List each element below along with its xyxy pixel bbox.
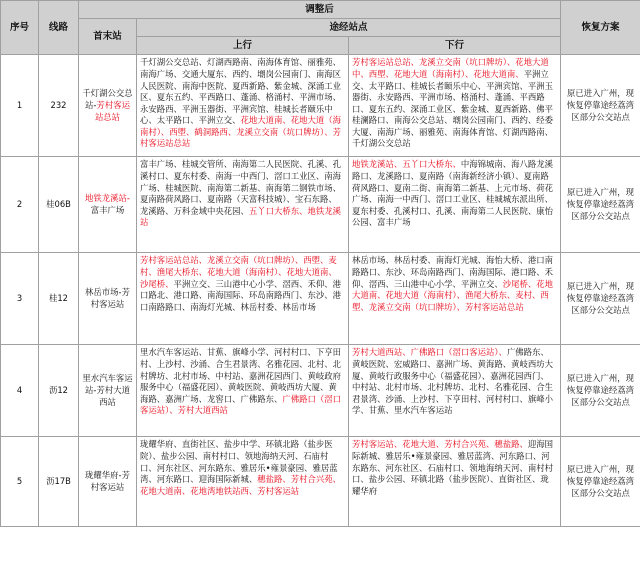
header-down: 下行	[349, 37, 561, 55]
row-terminal	[79, 157, 137, 253]
header-route: 线路	[39, 1, 79, 55]
header-terminal: 首末站	[79, 19, 137, 55]
row-down-stops	[349, 437, 561, 527]
header-restore: 恢复方案	[561, 1, 640, 55]
header-adjusted: 调整后	[79, 1, 561, 19]
table-row	[1, 345, 640, 437]
stops-segment: 广佛路口（滘口客运站）、芳村大道西站	[140, 393, 341, 416]
row-terminal	[79, 345, 137, 437]
stops-segment: 富丰广场、桂城交管所、南海第二人民医院、孔溪、孔溪村口、夏东村委、南海一中西门、滘口工业区、南海广场、桂城医院、南海第二新基、南海第二钢铁市场、夏南路荷风路口、夏南路（天富科技城）、宝石东路、龙溪路、万科金域中央花园、	[140, 159, 341, 216]
stops-segment: 芳村客运站总站、龙溪立交南（坑口牌坊）、西塱、麦村、渔尾大桥东、花地大道（海南村）、花地大道南、沙尾桥、	[140, 255, 337, 289]
terminal-segment: 里水汽车客运站-芳村大道西站	[82, 373, 133, 407]
table-row	[1, 437, 640, 527]
row-up-stops	[137, 55, 349, 157]
row-down-stops	[349, 345, 561, 437]
row-restore: 原已进入广州，现恢复停靠途经荔湾区部分公交站点	[561, 55, 640, 157]
stops-segment: 广佛路东、黄岐医院、宏威路口、嘉洲广场、黄海路、黄岐西坊大厦、黄岐行政服务中心（福盛花园）、嘉洲花园西门、中村站、北村市场、北村牌坊、北村、名雅花园、合生君景湾、沙涌、上沙村、下亨田村、河村村口、旗峰小学、甘蕉、里水汽车客运站	[352, 347, 553, 416]
stops-segment: 平洲立交、三山港中心小学、滘西、禾仰、港口路北、港口路、南海国际、环岛南路西门、东沙、港口南路路口、南海灯光城、林岳村委、林岳市场	[140, 278, 341, 312]
row-up-stops	[137, 157, 349, 253]
row-up-stops	[137, 345, 349, 437]
header-stops: 途经站点	[137, 19, 561, 37]
stops-segment: 穗盐路、芳村合兴苑、花地大道南、花地湾地铁站西、芳村客运站	[140, 474, 341, 496]
row-down-stops	[349, 55, 561, 157]
terminal-segment: 富丰广场	[90, 204, 125, 215]
terminal-segment: 地铁龙溪站-	[85, 193, 130, 204]
header-up: 上行	[137, 37, 349, 55]
stops-segment: 地铁龙溪站、五丫口大桥东、	[352, 159, 461, 170]
terminal-segment: 珑耀华府-芳村客运站	[85, 470, 130, 492]
terminal-segment: 林岳市场-芳村客运站	[85, 287, 130, 309]
row-seq: 1	[1, 55, 39, 157]
row-terminal	[79, 55, 137, 157]
row-seq: 2	[1, 157, 39, 253]
row-route: 沥12	[39, 345, 79, 437]
row-restore: 原已进入广州，现恢复停靠途经荔湾区部分公交站点	[561, 437, 640, 527]
stops-segment: 千灯湖公交总站、灯湖西路南、南海体育馆、丽雅苑、南海广场、交通大厦东、西约、㙟岗公园南门、南海区人民医院、南海中医院、夏西新路、紫金城、深涌工业区、夏东五约、平西路口、蓬涌、格涌村、平洲市场、永安路西、平洲玉器街、平洲宾馆、桂城长者颐乐中心、太平路口、平洲立交、	[140, 57, 341, 126]
row-seq: 4	[1, 345, 39, 437]
stops-segment: 沙尾桥、花地大道南、花地大道（海南村）、渔尾大桥东、麦村、西塱、龙溪立交南（坑口牌坊）、芳村客运站总站	[352, 278, 553, 312]
row-restore: 原已进入广州，现恢复停靠途经荔湾区部分公交站点	[561, 345, 640, 437]
row-down-stops	[349, 157, 561, 253]
table-row	[1, 157, 640, 253]
stops-segment: 芳村大道西站、广佛路口（滘口客运站）、	[352, 347, 507, 358]
header-seq: 序号	[1, 1, 39, 55]
stops-segment: 珑耀华府、直街社区、盐步中学、环镇北路（盐步医院）、盐步公园、南村村口、领地海纳天河、石庙村口、河东社区、河东路东、雅居乐•雍景豪园、雅居蓝湾、河东路口、迎海国际新城、	[140, 439, 338, 485]
row-down-stops	[349, 253, 561, 345]
terminal-segment: 千灯湖公交总站-	[82, 88, 133, 111]
stops-segment: 里水汽车客运站、甘蕉、旗峰小学、河村村口、下亨田村、上沙村、沙涌、合生君景湾、名雅花园、北村、北村牌坊、北村市场、中村站、嘉洲花园西门、黄岐政府服务中心（福盛花园）、黄岐医院、黄岐西坊大厦、黄海路、嘉洲广场、龙窖口、广佛路东、	[140, 347, 341, 404]
row-route: 桂12	[39, 253, 79, 345]
stops-segment: 平洲立交、太平路口、桂城长者颐乐中心、平洲宾馆、平洲玉器街、永安路西、平洲市场、格涌村、蓬涌、平西路口、夏东五约、深涌工业区、紫金城、夏西新路、佛平桂澜路口、南海公交总站、㙟岗公园南门、西约、经委大厦、南海广场、丽雅苑、南海体育馆、灯湖西路南、千灯湖公交总站	[352, 68, 553, 149]
stops-segment: 芳村客运站、花地大道、芳村合兴苑、穗盐路、	[352, 439, 528, 450]
stops-segment: 五丫口大桥东、地铁龙溪站	[140, 205, 341, 228]
row-terminal	[79, 253, 137, 345]
stops-segment: 迎海国际新城、雅居乐•雍景豪园、雅居蓝湾、河东路口、河东路东、河东社区、石庙村口、领地海纳天河、南村村口、盐步公园、环镇北路（盐步医院）、直街社区、珑耀华府	[352, 439, 553, 496]
row-up-stops	[137, 253, 349, 345]
row-restore: 原已进入广州，现恢复停靠途经荔湾区部分公交站点	[561, 253, 640, 345]
row-terminal	[79, 437, 137, 527]
row-restore: 原已进入广州，现恢复停靠途经荔湾区部分公交站点	[561, 157, 640, 253]
row-route: 232	[39, 55, 79, 157]
row-seq: 3	[1, 253, 39, 345]
table-row	[1, 253, 640, 345]
stops-segment: 花地大道南、花地大道（海南村）、西塱、鹤洞路西、龙溪立交南（坑口牌坊）、芳村客运站总站	[140, 115, 341, 149]
row-route: 桂06B	[39, 157, 79, 253]
stops-segment: 中海锦城南、海八路龙溪路口、龙溪路口、夏南路（南海新经济小镇）、夏南路荷风路口、夏南二街、南海第二新基、上元市场、荷花广场、南海一中西门、滘口工业区、桂城城东派出所、夏东村委、孔溪村口、孔溪、南海第二人民医院、康怡公园、富丰广场	[352, 159, 553, 228]
table-row	[1, 55, 640, 157]
stops-segment: 芳村客运站总站、龙溪立交南（坑口牌坊）、花地大道中、西塱、花地大道（海南村）、花地大道南、	[352, 57, 549, 79]
stops-segment: 林岳市场、林岳村委、南海灯光城、海怡大桥、港口南路路口、东沙、环岛南路西门、南海国际、港口路、禾仰、滘西、三山港中心小学、平洲立交、	[352, 255, 553, 289]
row-up-stops	[137, 437, 349, 527]
row-route: 沥17B	[39, 437, 79, 527]
row-seq: 5	[1, 437, 39, 527]
terminal-segment: 芳村客运站总站	[94, 100, 130, 122]
